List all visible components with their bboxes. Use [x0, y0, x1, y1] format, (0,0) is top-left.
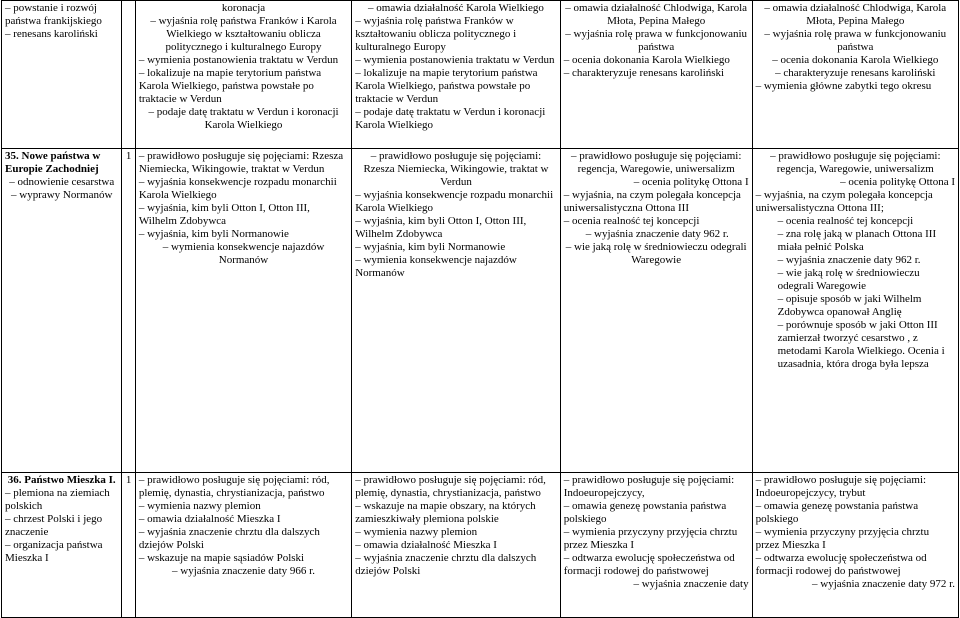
requirement-line: – wyjaśnia znaczenie daty 962 r. [585, 228, 729, 240]
topic-cell [2, 1, 122, 149]
requirement-line: – wymienia konsekwencje najazdów Normanów [162, 241, 325, 266]
requirement-line: – prawidłowo posługuje się pojęciami: ród, plemię, dynastia, chrystianizacja, państwo [355, 474, 546, 499]
level2-cell [352, 149, 561, 473]
requirement-line: – ocenia realność tej koncepcji [777, 215, 914, 227]
requirement-line: – wyjaśnia rolę prawa w funkcjonowaniu państwa [764, 28, 947, 53]
requirement-line: – lokalizuje na mapie terytorium państwa Karola Wielkiego, państwa powstałe po traktacie w Verdun [355, 67, 538, 105]
hours-cell [122, 149, 135, 473]
requirement-line: – wymienia konsekwencje najazdów Normanów [355, 254, 517, 279]
hours-value: 1 [125, 474, 132, 486]
requirement-line: – wymienia przyczyny przyjęcia chrztu przez Mieszka I [563, 526, 738, 551]
table-row [2, 1, 959, 149]
curriculum-table [1, 0, 959, 618]
requirement-line: – wyjaśnia, na czym polegała koncepcja uniwersalistyczna Ottona III [563, 189, 741, 214]
table-row [2, 149, 959, 473]
requirement-line: – charakteryzuje renesans karoliński [563, 67, 725, 79]
requirement-line: – wyjaśnia rolę państwa Franków i Karola Wielkiego w kształtowaniu oblicza politycznego i kulturalnego Europy [150, 15, 337, 53]
requirement-line: – opisuje sposób w jaki Wilhelm Zdobywca opanował Anglię [777, 293, 922, 318]
requirement-line: – wyjaśnia znaczenie chrztu dla dalszych dziejów Polski [138, 526, 320, 551]
requirement-line: – omawia działalność Chlodwiga, Karola Młota, Pepina Małego [764, 2, 947, 27]
topic-line: – organizacja państwa Mieszka I [5, 539, 103, 564]
level2-cell [352, 473, 561, 618]
requirement-line: – ocenia dokonania Karola Wielkiego [772, 54, 939, 66]
requirement-line: – wie jaką rolę w średniowieczu odegrali Waregowie [565, 241, 747, 266]
hours-cell [122, 1, 135, 149]
requirement-line: – wyjaśnia znaczenie chrztu dla dalszych dziejów Polski [355, 552, 537, 577]
topic-title: 36. Państwo Mieszka I. [7, 474, 116, 486]
requirement-line: – prawidłowo posługuje się pojęciami: Rzesza Niemiecka, Wikingowie, traktat w Verdun [363, 150, 549, 188]
level4-cell [752, 473, 958, 618]
requirement-line: – zna rolę jaką w planach Ottona III miała pełnić Polska [777, 228, 937, 253]
level4-cell [752, 1, 958, 149]
requirement-line: – wymienia nazwy plemion [355, 526, 478, 538]
requirement-line: – podaje datę traktatu w Verdun i koronacji Karola Wielkiego [148, 106, 339, 131]
topic-line: – plemiona na ziemiach polskich [5, 487, 110, 512]
requirement-line: – wyjaśnia, kim byli Otton I, Otton III, Wilhelm Zdobywca [138, 202, 310, 227]
requirement-line: koronacja [221, 2, 266, 14]
requirement-line: – omawia genezę powstania państwa polskiego [755, 500, 919, 525]
topic-cell [2, 473, 122, 618]
topic-title: 35. Nowe państwa w Europie Zachodniej [5, 150, 101, 175]
level4-cell [752, 149, 958, 473]
level3-cell [560, 473, 752, 618]
requirement-line: – ocenia realność tej koncepcji [563, 215, 700, 227]
topic-cell [2, 149, 122, 473]
table-row [2, 473, 959, 618]
requirement-line: – wyjaśnia znaczenie daty [633, 578, 749, 590]
requirement-line: – odtwarza ewolucję społeczeństwa od formacji rodowej do państwowej [563, 552, 735, 577]
requirement-line: – wymienia postanowienia traktatu w Verdun [355, 54, 555, 66]
requirement-line: – podaje datę traktatu w Verdun i koronacji Karola Wielkiego [355, 106, 546, 131]
requirement-line: – wskazuje na mapie sąsiadów Polski [138, 552, 305, 564]
topic-line: – odnowienie cesarstwa [9, 176, 115, 188]
requirement-line: – prawidłowo posługuje się pojęciami: Rzesza Niemiecka, Wikingowie, traktat w Verdun [138, 150, 344, 175]
requirement-line: – prawidłowo posługuje się pojęciami: Indoeuropejczycy, [563, 474, 735, 499]
requirement-line: – lokalizuje na mapie terytorium państwa Karola Wielkiego, państwa powstałe po traktacie w Verdun [138, 67, 322, 105]
requirement-line: – wyjaśnia, na czym polegała koncepcja uniwersalistyczna Ottona III; [755, 189, 933, 214]
level3-cell [560, 1, 752, 149]
requirement-line: – wyjaśnia znaczenie daty 966 r. [172, 565, 315, 577]
requirement-line: – prawidłowo posługuje się pojęciami: regencja, Waregowie, uniwersalizm [770, 150, 941, 175]
requirement-line: – omawia genezę powstania państwa polskiego [563, 500, 727, 525]
requirement-line: – omawia działalność Chlodwiga, Karola Młota, Pepina Małego [565, 2, 748, 27]
requirement-line: – prawidłowo posługuje się pojęciami: ród, plemię, dynastia, chrystianizacja, państwo [138, 474, 330, 499]
topic-line: – powstanie i rozwój państwa frankijskiego [5, 2, 102, 27]
requirement-line: – wyjaśnia, kim byli Otton I, Otton III, Wilhelm Zdobywca [355, 215, 527, 240]
requirement-line: – omawia działalność Mieszka I [138, 513, 281, 525]
requirement-line: – prawidłowo posługuje się pojęciami: regencja, Waregowie, uniwersalizm [570, 150, 742, 175]
level1-cell [135, 473, 351, 618]
level3-cell [560, 149, 752, 473]
topic-line: – chrzest Polski i jego znaczenie [5, 513, 103, 538]
requirement-line: – wyjaśnia, kim byli Normanowie [138, 228, 289, 240]
level1-cell [135, 1, 351, 149]
requirement-line: – wyjaśnia znaczenie daty 972 r. [812, 578, 955, 590]
topic-line: – renesans karoliński [5, 28, 98, 40]
topic-line: – wyprawy Normanów [11, 189, 113, 201]
requirement-line: – wskazuje na mapie obszary, na których zamieszkiwały plemiona polskie [355, 500, 536, 525]
requirement-line: – ocenia politykę Ottona I [633, 176, 749, 188]
requirement-line: – wyjaśnia znaczenie daty 962 r. [777, 254, 921, 266]
requirement-line: – porównuje sposób w jaki Otton III zamierzał tworzyć cesarstwo , z metodami Karola Wielkiego. Ocenia i uzasadnia, która droga była lepsza [777, 319, 945, 370]
hours-value: 1 [125, 150, 132, 162]
requirement-line: – omawia działalność Mieszka I [355, 539, 497, 551]
requirement-line: – wie jaką rolę w średniowieczu odegrali Waregowie [777, 267, 920, 292]
requirement-line: – prawidłowo posługuje się pojęciami: Indoeuropejczycy, trybut [755, 474, 927, 499]
requirement-line: – wymienia przyczyny przyjęcia chrztu przez Mieszka I [755, 526, 930, 551]
hours-cell [122, 473, 135, 618]
requirement-line: – charakteryzuje renesans karoliński [775, 67, 936, 79]
requirement-line: – ocenia politykę Ottona I [840, 176, 955, 188]
requirement-line: – wyjaśnia, kim byli Normanowie [355, 241, 506, 253]
level1-cell [135, 149, 351, 473]
requirement-line: – wymienia nazwy plemion [138, 500, 261, 512]
requirement-line: – wyjaśnia rolę państwa Franków w kształtowaniu oblicza politycznego i kulturalnego Europy [355, 15, 517, 53]
level2-cell [352, 1, 561, 149]
requirement-line: – wyjaśnia konsekwencje rozpadu monarchii Karola Wielkiego [355, 189, 554, 214]
requirement-line: – omawia działalność Karola Wielkiego [368, 2, 544, 14]
requirement-line: – wymienia postanowienia traktatu w Verdun [138, 54, 339, 66]
requirement-line: – wyjaśnia rolę prawa w funkcjonowaniu państwa [565, 28, 748, 53]
requirement-line: – odtwarza ewolucję społeczeństwa od formacji rodowej do państwowej [755, 552, 927, 577]
requirement-line: – wymienia główne zabytki tego okresu [755, 80, 932, 92]
requirement-line: – wyjaśnia konsekwencje rozpadu monarchii Karola Wielkiego [138, 176, 337, 201]
requirement-line: – ocenia dokonania Karola Wielkiego [563, 54, 730, 66]
